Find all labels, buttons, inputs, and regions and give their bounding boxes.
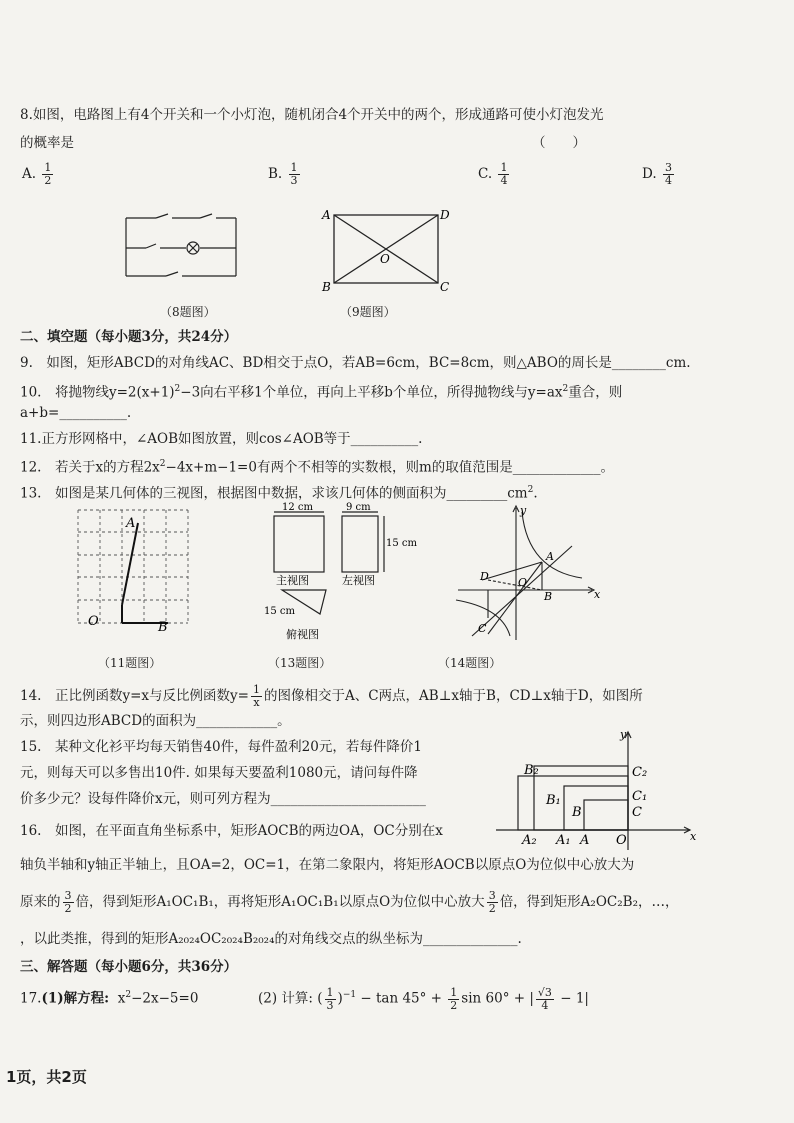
origin-label: O: [518, 576, 528, 589]
q12-text: 12. 若关于x的方程$2x^2-4x+m-1=0$有两个不相等的实数根，则m的取值范围是_____________。: [20, 459, 615, 476]
q8-option-b: [268, 162, 302, 187]
y-axis-label: y: [620, 728, 627, 741]
q8-option-c: [478, 162, 511, 187]
c1-label: C₁: [632, 789, 648, 804]
similar-rectangles-diagram: [494, 724, 704, 854]
y-axis-label: y: [520, 504, 527, 517]
section2-title: 二、填空题（每小题3分，共24分）: [20, 329, 238, 345]
a1-label: A₁: [556, 833, 571, 848]
q17-fraction-1: $\frac{1}{3}$: [326, 985, 334, 1012]
q11-text: 11.正方形网格中，∠AOB如图放置，则cos∠AOB等于__________.: [20, 431, 423, 447]
option-fraction: $\frac{3}{4}$: [664, 161, 672, 187]
point-d-label: D: [480, 570, 489, 583]
three-view-diagram: [262, 500, 422, 645]
q8-option-d: [642, 162, 676, 187]
c2-label: C₂: [632, 765, 648, 780]
q17-fraction-2: $\frac{1}{2}$: [450, 985, 458, 1012]
q16-line1: 16. 如图，在平面直角坐标系中，矩形AOCB的两边OA，OC分别在x: [20, 823, 443, 839]
q9-text: 9. 如图，矩形ABCD的对角线AC、BD相交于点O，若AB=6cm，BC=8cm，则△ABO的周长是________cm.: [20, 355, 691, 371]
q14-line1: 14. 正比例函数y=x与反比例函数y= $\frac{1}{x}$ 的图像相交于A、C两点，AB⊥x轴于B，CD⊥x轴于D，如图所: [20, 683, 643, 709]
q17-part2: (2) 计算: ( $\frac{1}{3}$ )$^{-1}$ − tan 45° + $\frac{1}{2}$ sin 60° + | $\frac{√3}{4}$ − 1|: [258, 985, 589, 1012]
point-c-label: C: [478, 622, 487, 635]
q15-line2: 元，则每天可以多售出10件. 如果每天要盈利1080元，请问每件降: [20, 765, 418, 781]
b1-label: B₁: [546, 793, 561, 808]
fig14-caption: （14题图）: [438, 656, 502, 670]
section3-title: 三、解答题（每小题6分，共36分）: [20, 959, 238, 975]
q10-line1: 10. 将抛物线$y=2(x+1)^2-3$向右平移1个单位，再向上平移b个单位，所得抛物线与$y=ax^2$重合，则: [20, 384, 623, 401]
hyperbola-diagram: [452, 500, 612, 648]
option-fraction: $\frac{1}{3}$: [290, 161, 298, 187]
q8-option-a: [22, 162, 55, 187]
q15-line3: 价多少元？设每件降价x元，则可列方程为_______________________: [20, 791, 426, 807]
q14-fraction: $\frac{1}{x}$: [252, 683, 260, 709]
vertex-b-label: B: [322, 280, 331, 294]
q17-part1: 17.(1)解方程: $x^2-2x-5=0$: [20, 990, 199, 1007]
q17-fraction-3: $\frac{√3}{4}$: [537, 985, 552, 1012]
fig11-caption: （11题图）: [98, 656, 162, 670]
option-label: A.: [22, 166, 37, 182]
center-o-label: O: [380, 252, 390, 266]
option-label: C.: [478, 166, 493, 182]
point-b-label: B: [544, 590, 553, 603]
left-view-label: 左视图: [342, 574, 375, 587]
x-axis-label: x: [594, 588, 601, 601]
origin-label: O: [616, 833, 627, 848]
front-width-label: 12 cm: [282, 502, 313, 513]
q16-line4: ，以此类推，得到的矩形A₂₀₂₄OC₂₀₂₄B₂₀₂₄的对角线交点的纵坐标为______________.: [20, 931, 522, 947]
option-label: D.: [642, 166, 657, 182]
c-label: C: [632, 805, 642, 820]
rectangle-diagram: [318, 205, 458, 295]
b2-label: B₂: [524, 763, 539, 778]
vertex-a-label: A: [322, 208, 331, 222]
point-b-label: B: [158, 620, 168, 635]
fig13-caption: （13题图）: [268, 656, 332, 670]
a-label: A: [580, 833, 590, 848]
height-label: 15 cm: [386, 538, 417, 549]
q16-line3: 原来的 $\frac{3}{2}$ 倍，得到矩形A₁OC₁B₁，再将矩形A₁OC₁B₁以原点O为位似中心放大 $\frac{3}{2}$ 倍，得到矩形A₂OC₂B₂，…，: [20, 889, 679, 915]
x-axis-label: x: [690, 830, 697, 843]
top-view-label: 俯视图: [286, 628, 319, 641]
point-o-label: O: [88, 614, 99, 629]
q16-line2: 轴负半轴和y轴正半轴上，且OA=2，OC=1，在第二象限内，将矩形AOCB以原点O为位似中心放大为: [20, 857, 635, 873]
q8-line1: 8.如图，电路图上有4个开关和一个小灯泡，随机闭合4个开关中的两个，形成通路可使小灯泡发光: [20, 107, 604, 123]
a2-label: A₂: [522, 833, 537, 848]
q8-answer-paren: （ ）: [532, 135, 586, 151]
q16-fraction-2: $\frac{3}{2}$: [488, 889, 496, 915]
q15-line1: 15. 某种文化衫平均每天销售40件，每件盈利20元，若每件降价1: [20, 739, 422, 755]
grid-angle-diagram: [68, 505, 198, 635]
option-fraction: $\frac{1}{4}$: [500, 161, 508, 187]
page-footer: 1页，共2页: [6, 1068, 87, 1086]
front-view-label: 主视图: [276, 574, 309, 587]
q13-text: 13. 如图是某几何体的三视图，根据图中数据，求该几何体的侧面积为$\_\_\_\_\_\_\_\_\_cm^2$.: [20, 485, 538, 502]
q10-line2: a+b=__________.: [20, 405, 132, 421]
option-label: B.: [268, 166, 283, 182]
b-label: B: [572, 805, 582, 820]
vertex-c-label: C: [440, 280, 450, 294]
vertex-d-label: D: [440, 208, 450, 222]
q16-fraction-1: $\frac{3}{2}$: [64, 889, 72, 915]
option-fraction: $\frac{1}{2}$: [44, 161, 52, 187]
fig9-caption: （9题图）: [340, 305, 396, 319]
side-width-label: 9 cm: [346, 502, 371, 513]
point-a-label: A: [546, 550, 554, 563]
top-length-label: 15 cm: [264, 606, 295, 617]
q8-line2: 的概率是: [20, 135, 74, 151]
q14-line2: 示，则四边形ABCD的面积为____________。: [20, 713, 291, 729]
point-a-label: A: [126, 516, 136, 531]
fig8-caption: （8题图）: [160, 305, 216, 319]
circuit-diagram: [118, 208, 248, 288]
